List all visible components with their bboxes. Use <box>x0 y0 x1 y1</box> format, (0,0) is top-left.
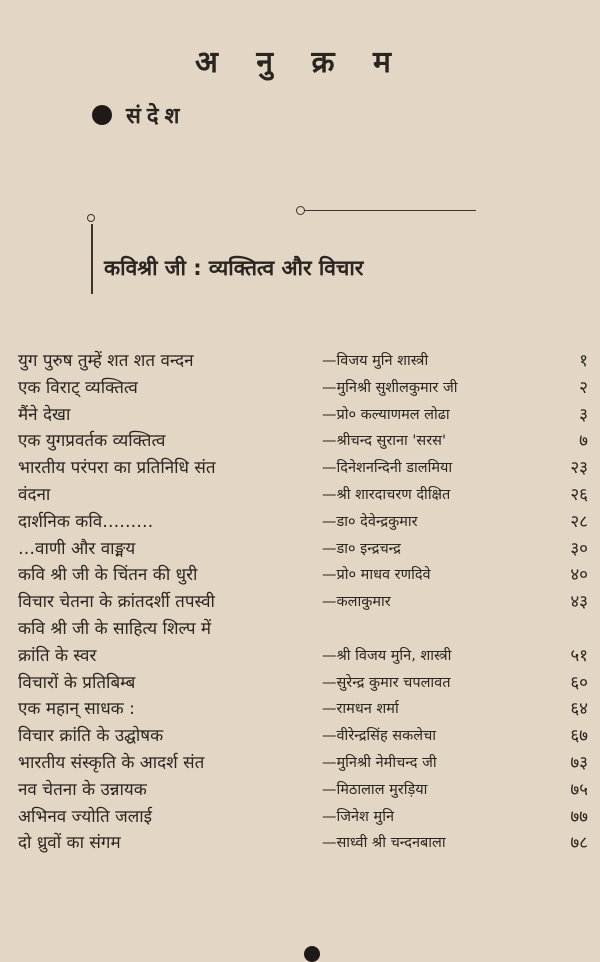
toc-entry-author: —प्रो० कल्याणमल लोढा <box>322 406 450 423</box>
side-dot-icon <box>87 214 95 222</box>
toc-entry-page: ७७ <box>570 806 588 827</box>
toc-entry-author: —डा० इन्द्रचन्द्र <box>322 540 401 557</box>
toc-entry-page: ६० <box>570 672 588 693</box>
toc-entry-page: २ <box>579 377 588 398</box>
toc-entry <box>0 375 600 402</box>
page-mark-icon <box>304 946 320 962</box>
toc-entry-page: ७३ <box>570 752 588 773</box>
toc-entry-title: भारतीय संस्कृति के आदर्श संत <box>18 752 205 773</box>
toc-entry-page: २८ <box>570 511 588 532</box>
bullet-icon <box>92 105 112 125</box>
toc-entry <box>0 589 600 616</box>
toc-entry <box>0 509 600 536</box>
toc-entry-author: —प्रो० माधव रणदिवे <box>322 567 431 584</box>
divider-dot-icon <box>296 206 305 215</box>
toc-entry <box>0 777 600 804</box>
toc-entry-title: वंदना <box>18 484 51 505</box>
toc-entry-author: —वीरेन्द्रसिंह सकलेचा <box>322 728 437 745</box>
toc-entry <box>0 428 600 455</box>
toc-entry-title: कवि श्री जी के साहित्य शिल्प में <box>18 618 212 639</box>
toc-entry-page: ४० <box>570 565 588 586</box>
toc-entry-author: —जिनेश मुनि <box>322 808 395 825</box>
toc-entry-author: —सुरेन्द्र कुमार चपलावत <box>322 674 451 691</box>
toc-entry <box>0 696 600 723</box>
toc-entry-page: ७५ <box>570 779 588 800</box>
toc-entry-author: —श्री विजय मुनि, शास्त्री <box>322 647 452 664</box>
message-entry <box>92 100 186 130</box>
toc-entry-author: —श्री शारदाचरण दीक्षित <box>322 486 451 503</box>
toc-entry <box>0 670 600 697</box>
toc-entry-title: क्रांति के स्वर <box>18 645 97 666</box>
toc-entry-title: अभिनव ज्योति जलाई <box>18 806 153 827</box>
toc-entry-title: विचारों के प्रतिबिम्ब <box>18 672 136 693</box>
toc-entry <box>0 482 600 509</box>
toc-entry <box>0 830 600 857</box>
toc-entry-title: कवि श्री जी के चिंतन की धुरी <box>18 565 198 586</box>
toc-entry-author: —साध्वी श्री चन्दनबाला <box>322 835 446 852</box>
toc-entry-page: ६४ <box>570 699 588 720</box>
toc-entry-author: —कलाकुमार <box>322 594 391 611</box>
toc-entry-author: —मुनिश्री सुशीलकुमार जी <box>322 379 458 396</box>
toc-entry-page: २६ <box>570 484 588 505</box>
toc-entry-title: युग पुरुष तुम्हें शत शत वन्दन <box>18 351 194 371</box>
toc-entry <box>0 402 600 429</box>
toc-entry-title: भारतीय परंपरा का प्रतिनिधि संत <box>18 458 216 479</box>
toc-entry-page: ७८ <box>570 833 588 854</box>
toc-entry-author: —रामधन शर्मा <box>322 701 399 718</box>
section-heading: कविश्री जी : व्यक्तित्व और विचार <box>104 256 364 280</box>
toc-entry-title: विचार क्रांति के उद्घोषक <box>18 726 164 747</box>
toc-entry-page: ५१ <box>570 645 588 666</box>
toc-list <box>0 348 600 857</box>
toc-entry <box>0 723 600 750</box>
toc-entry-author: —विजय मुनि शास्त्री <box>322 353 429 369</box>
toc-entry-title: दो ध्रुवों का संगम <box>18 833 121 854</box>
toc-entry-page: ७ <box>579 431 588 452</box>
toc-entry <box>0 616 600 643</box>
section-divider <box>300 210 476 211</box>
toc-entry-title: मैंने देखा <box>18 404 71 425</box>
toc-entry <box>0 348 600 375</box>
toc-entry-title: …वाणी और वाङ्मय <box>18 538 136 559</box>
toc-entry-page: ३ <box>579 404 588 425</box>
page-title: अ नु क्र म <box>195 45 405 80</box>
toc-entry-author: —डा० देवेन्द्रकुमार <box>322 513 418 530</box>
toc-entry-title: एक विराट् व्यक्तित्व <box>18 377 138 398</box>
toc-entry-page: ६७ <box>570 726 588 747</box>
message-label: संदेश <box>126 104 186 129</box>
toc-entry-title: विचार चेतना के क्रांतदर्शी तपस्वी <box>18 592 215 613</box>
toc-entry-author: —दिनेशनन्दिनी डालमिया <box>322 460 453 477</box>
toc-entry-title: एक युगप्रवर्तक व्यक्तित्व <box>18 431 166 452</box>
toc-entry-title: नव चेतना के उन्नायक <box>18 779 147 800</box>
toc-entry <box>0 750 600 777</box>
toc-entry-author: —श्रीचन्द सुराना 'सरस' <box>322 433 446 450</box>
toc-entry-title: दार्शनिक कवि……… <box>18 511 154 532</box>
toc-entry-page: ४३ <box>570 592 588 613</box>
toc-entry-page: २३ <box>570 458 588 479</box>
toc-entry-author: —मुनिश्री नेमीचन्द जी <box>322 754 437 771</box>
toc-entry <box>0 643 600 670</box>
toc-entry-title: एक महान् साधक : <box>18 699 135 720</box>
toc-entry-author: —मिठालाल मुरड़िया <box>322 781 428 798</box>
toc-entry <box>0 536 600 563</box>
toc-entry <box>0 455 600 482</box>
toc-entry-page: ३० <box>570 538 588 559</box>
toc-entry <box>0 562 600 589</box>
section-side-line <box>91 224 93 294</box>
toc-entry-page: १ <box>579 351 588 371</box>
toc-entry <box>0 804 600 831</box>
